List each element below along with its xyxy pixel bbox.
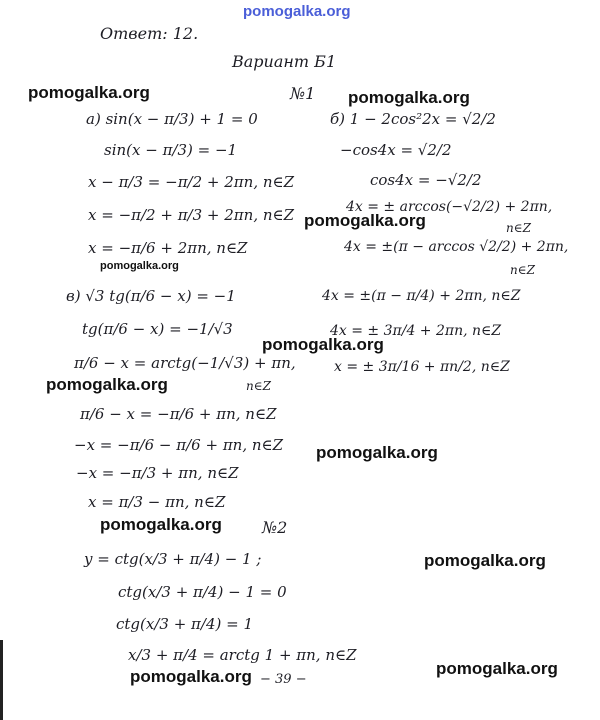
part-v-line-5: π/6 − x = −π/6 + πn, n∈Z [80,405,277,423]
watermark-3: pomogalka.org [304,211,426,230]
part-a-line-3: x − π/3 = −π/2 + 2πn, n∈Z [88,173,295,191]
task2-number: №2 [262,518,288,537]
watermark-1: pomogalka.org [28,83,150,102]
task2-line-1: y = ctg(x/3 + π/4) − 1 ; [84,550,262,568]
part-b-line-2: −cos4x = √2/2 [340,141,452,159]
part-a-line-5: x = −π/6 + 2πn, n∈Z [88,239,248,257]
part-b-line-10: x = ± 3π/16 + πn/2, n∈Z [334,359,510,375]
part-v-line-1: в) √3 tg(π/6 − x) = −1 [66,287,236,305]
part-v-line-2: tg(π/6 − x) = −1/√3 [82,320,233,338]
part-b-line-8: 4x = ±(π − π/4) + 2πn, n∈Z [322,288,521,304]
variant-title: Вариант Б1 [232,52,337,71]
part-v-line-8: x = π/3 − πn, n∈Z [88,493,226,511]
part-b-line-7: n∈Z [510,263,535,277]
watermark-small: pomogalka.org [100,260,179,272]
part-b-line-5: n∈Z [506,221,531,235]
part-b-line-6: 4x = ±(π − arccos √2/2) + 2πn, [344,239,569,255]
page-edge-mark [0,640,3,720]
watermark-9: pomogalka.org [436,659,558,678]
watermark-5: pomogalka.org [46,375,168,394]
part-b-line-3: cos4x = −√2/2 [370,171,482,189]
task2-line-2: ctg(x/3 + π/4) − 1 = 0 [118,583,287,601]
page-number: − 39 − [260,672,307,687]
answer-line: Ответ: 12. [100,24,199,43]
part-b-line-4: 4x = ± arccos(−√2/2) + 2πn, [346,199,553,215]
watermark-2: pomogalka.org [348,88,470,107]
part-a-line-4: x = −π/2 + π/3 + 2πn, n∈Z [88,206,295,224]
part-b-line-9: 4x = ± 3π/4 + 2πn, n∈Z [330,323,502,339]
watermark-7: pomogalka.org [100,515,222,534]
part-v-line-6: −x = −π/6 − π/6 + πn, n∈Z [74,436,284,454]
part-v-line-7: −x = −π/3 + πn, n∈Z [76,464,239,482]
watermark-8: pomogalka.org [424,551,546,570]
watermark-top: pomogalka.org [243,3,351,20]
part-b-line-1: б) 1 − 2cos²2x = √2/2 [330,110,496,128]
watermark-4: pomogalka.org [262,335,384,354]
part-v-line-4: n∈Z [246,379,271,393]
task2-line-4: x/3 + π/4 = arctg 1 + πn, n∈Z [128,646,357,664]
watermark-6: pomogalka.org [316,443,438,462]
task1-number: №1 [290,84,316,103]
task2-line-3: ctg(x/3 + π/4) = 1 [116,615,253,633]
part-v-line-3: π/6 − x = arctg(−1/√3) + πn, [74,354,296,372]
watermark-10: pomogalka.org [130,667,252,686]
part-a-line-2: sin(x − π/3) = −1 [104,141,238,159]
part-a-line-1: a) sin(x − π/3) + 1 = 0 [86,110,258,128]
